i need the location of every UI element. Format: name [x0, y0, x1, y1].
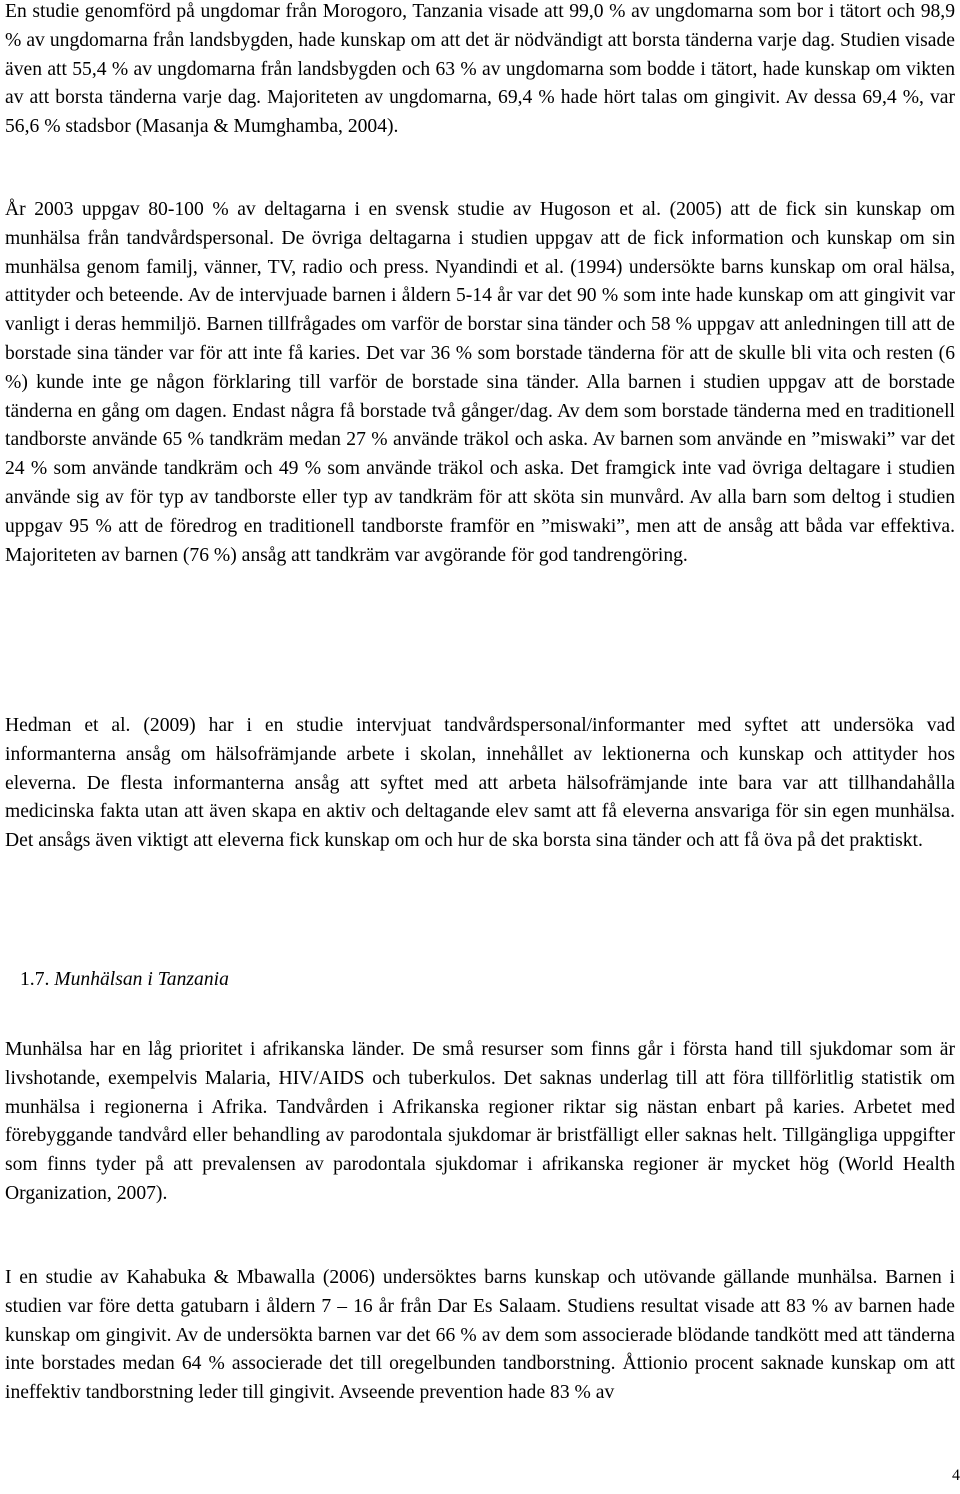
section-heading — [20, 966, 229, 995]
body-paragraph-africa: Munhälsa har en låg prioritet i afrikanska länder. De små resurser som finns går i första hand till sjukdomar som är livshotande, exempelvis Malaria, HIV/AIDS och tuberkulos. Det saknas underlag till att föra tillförlitlig statistik om munhälsa i regionerna i Afrika. Tandvården i Afrikanska regioner riktar sig nästan enbart på karies. Arbetet med förebyggande tandvård eller behandling av parodontala sjukdomar är bristfälligt eller saknas helt. Tillgängliga uppgifter som finns tyder på att prevalensen av parodontala sjukdomar i afrikanska regioner är mycket hög (World Health Organization, 2007). — [5, 1039, 955, 1204]
body-paragraph-hugoson-nyandindi: År 2003 uppgav 80-100 % av deltagarna i en svensk studie av Hugoson et al. (2005) att de fick sin kunskap om munhälsa från tandvårdspersonal. De övriga deltagarna i studien uppgav att de fick information och kunskap om sin munhälsa genom familj, vänner, TV, radio och press. Nyandindi et al. (1994) undersökte barns kunskap om oral hälsa, attityder och beteende. Av de intervjuade barnen i åldern 5-14 år var det 90 % som inte hade kunskap om att gingivit var vanligt i deras hemmiljö. Barnen tillfrågades om varför de borstar sina tänder och 58 % uppgav att anledningen till att de borstade sina tänder var för att inte få karies. Det var 36 % som borstade tänderna för att de skulle bli vita och resten (6 %) kunde inte ge någon förklaring till varför de borstade sina tänder. Alla barnen i studien uppgav att de borstade tänderna en gång om dagen. Endast några få borstade två gånger/dag. Av dem som borstade tänderna med en traditionell tandborste använde 65 % tandkräm medan 27 % använde träkol och aska. Av barnen som använde en ”miswaki” var det 24 % som använde tandkräm och 49 % som använde träkol och aska. Det framgick inte vad övriga deltagare i studien använde sig av för typ av tandborste eller typ av tandkräm för att sköta sin munvård. Av alla barn som deltog i studien uppgav 95 % att de föredrog en traditionell tandborste framför en ”miswaki”, men att de ansåg att båda var effektiva. Majoriteten av barnen (76 %) ansåg att tandkräm var avgörande för god tandrengöring. — [5, 199, 955, 566]
body-paragraph-kahabuka: I en studie av Kahabuka & Mbawalla (2006) undersöktes barns kunskap och utövande gällande munhälsa. Barnen i studien var före detta gatubarn i åldern 7 – 16 år från Dar Es Salaam. Studiens resultat visade att 83 % av barnen hade kunskap om gingivit. Av de undersökta barnen var det 66 % av dem som associerade blödande tandkött med att tänderna inte borstades medan 64 % associerade det till oregelbunden tandborstning. Åttionio procent saknade kunskap om att ineffektiv tandborstning leder till gingivit. Avseende prevention hade 83 % av — [5, 1267, 955, 1404]
section-title: Munhälsan i Tanzania — [54, 969, 229, 990]
page-number: 4 — [952, 1467, 960, 1484]
body-paragraph-masanja: En studie genomförd på ungdomar från Morogoro, Tanzania visade att 99,0 % av ungdomarna som bor i tätort och 98,9 % av ungdomarna från landsbygden, hade kunskap om att det är nödvändigt att borsta tänderna varje dag. Studien visade även att 55,4 % av ungdomarna från landsbygden och 63 % av ungdomarna som bodde i tätort, hade kunskap om vikten av att borsta tänderna varje dag. Majoriteten av ungdomarna, 69,4 % hade hört talas om gingivit. Av dessa 69,4 %, var 56,6 % stadsbor (Masanja & Mumghamba, 2004). — [5, 1, 955, 138]
section-number: 1.7. — [20, 969, 50, 990]
body-paragraph-hedman: Hedman et al. (2009) har i en studie intervjuat tandvårdspersonal/informanter med syftet att undersöka vad informanterna ansåg om hälsofrämjande arbete i skolan, innehållet av lektionerna och kunskap och attityder hos eleverna. De flesta informanterna ansåg att syftet med att arbeta hälsofrämjande inte bara var att tillhandahålla medicinska fakta utan att även skapa en aktiv och deltagande elev samt att få eleverna ansvariga för sin egen munhälsa. Det ansågs även viktigt att eleverna fick kunskap om och hur de ska borsta sina tänder och att få öva på det praktiskt. — [5, 715, 955, 852]
